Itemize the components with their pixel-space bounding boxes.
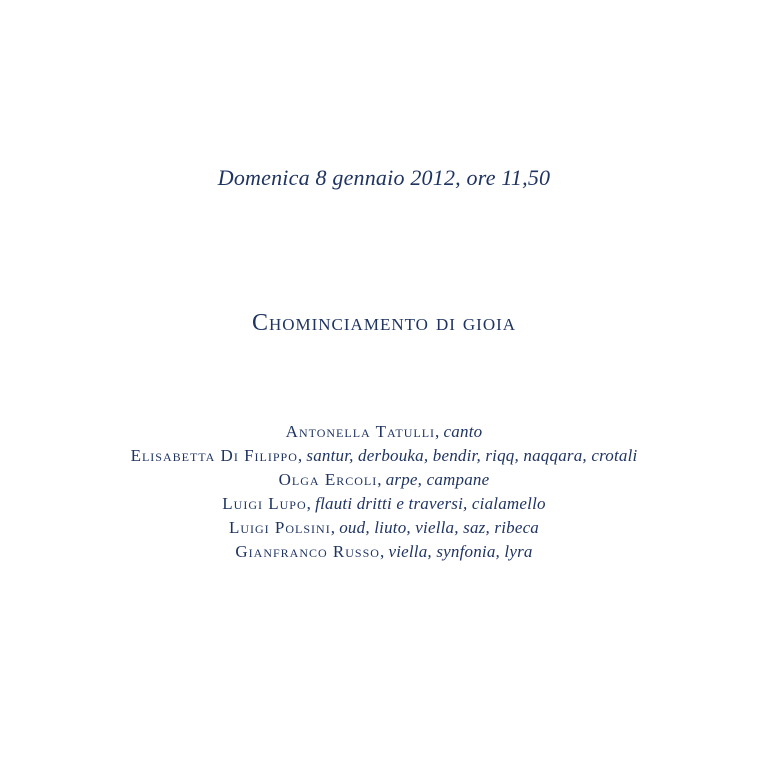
- performer-line: [0, 516, 768, 540]
- performer-instruments: canto: [443, 422, 483, 441]
- performer-instruments: oud, liuto, viella, saz, ribeca: [339, 518, 540, 537]
- performer-instruments: santur, derbouka, bendir, riqq, naqqara, crotali: [306, 446, 638, 465]
- performer-name: Luigi Polsini: [228, 518, 331, 537]
- performer-separator: ,: [306, 494, 316, 513]
- performer-line: [0, 468, 768, 492]
- concert-title: Chominciamento di gioia: [251, 310, 517, 336]
- performer-instruments: viella, synfonia, lyra: [388, 542, 533, 561]
- performer-name: Antonella Tatulli: [285, 422, 436, 441]
- performer-separator: ,: [330, 518, 340, 537]
- performer-name: Elisabetta Di Filippo: [130, 446, 298, 465]
- performer-list: [0, 420, 768, 564]
- performer-separator: ,: [377, 470, 386, 489]
- performer-line: [0, 420, 768, 444]
- performer-instruments: flauti dritti e traversi, cialamello: [315, 494, 546, 513]
- performer-line: [0, 444, 768, 468]
- performer-line: [0, 540, 768, 564]
- performer-separator: ,: [379, 542, 389, 561]
- performer-instruments: arpe, campane: [385, 470, 490, 489]
- concert-date: Domenica 8 gennaio 2012, ore 11,50: [217, 165, 551, 190]
- performer-name: Luigi Lupo: [222, 494, 307, 513]
- performer-separator: ,: [297, 446, 307, 465]
- performer-name: Olga Ercoli: [278, 470, 378, 489]
- performer-name: Gianfranco Russo: [235, 542, 380, 561]
- performer-line: [0, 492, 768, 516]
- performer-separator: ,: [435, 422, 444, 441]
